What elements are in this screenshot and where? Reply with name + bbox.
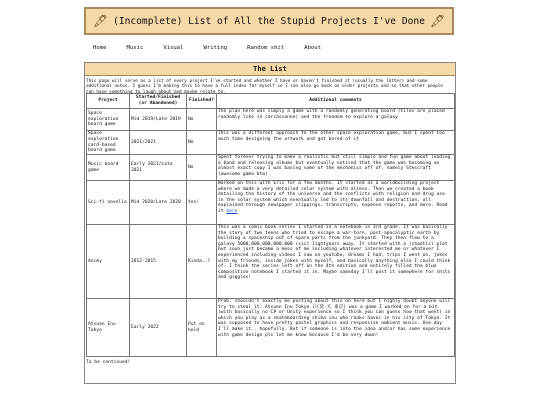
table-row — [87, 131, 455, 155]
cell-project: Animy — [87, 225, 130, 299]
cell-finished: No — [187, 109, 217, 131]
site-header-banner — [84, 7, 454, 35]
comment-text: Worked on this with Eric for a few months. It started as a worldbuilding project where we made a very detailed solar system with aliens. Then we created a book detailing the history of the universe and the conflicts with religion and drug use in the solar system which eventually led to its downfall and destruction, all explained through newspaper clippings, transcripts, expense reports, and more. Read it — [218, 181, 448, 214]
table-header-row — [87, 94, 455, 109]
read-it-link[interactable]: here — [226, 208, 238, 214]
cell-comment — [217, 181, 455, 225]
nav-visual[interactable]: Visual — [163, 45, 184, 51]
panel-title: The List — [85, 63, 455, 76]
nav-writing[interactable]: Writing — [203, 45, 228, 51]
nav-home[interactable]: Home — [93, 45, 107, 51]
cell-dates: Mid 2019/Late 2019 — [130, 109, 187, 131]
table-row — [87, 299, 455, 357]
cell-finished: Kinda..? — [187, 225, 217, 299]
cell-dates: Early 2022 — [130, 299, 187, 357]
cell-project: Sci-fi novella — [87, 181, 130, 225]
cell-finished: No — [187, 131, 217, 155]
nav-bar — [93, 45, 341, 57]
site-title: (Incomplete) List of All the Stupid Projects I've Done — [113, 15, 425, 27]
cell-comment: Spent forever trying to make a realistic but still simple and fun game about leading a band and releasing albums but eventually noticed that the game was becoming an almost exact copy I was basing some of the mechanics off of, namely Stescraft (awesome game btw) — [217, 155, 455, 181]
col-finished: Finished? — [187, 94, 217, 109]
intro-text: This page will serve as a list of every project I've started and whether I have or haven't finished it (usually the latter) and some additional notes. I guess I'm making this to have a full index for myself so I can also go back on older projects and so that other people can have something to laugh about and maybe relate to. — [86, 79, 443, 95]
col-dates: Started/Finished (or Abandoned) — [130, 94, 187, 109]
col-comments: Additional comments — [217, 94, 455, 109]
cell-dates: 2021/2021 — [130, 131, 187, 155]
cell-project: Space exploration card-based board game — [87, 131, 130, 155]
projects-table — [86, 93, 455, 357]
nav-random[interactable]: Random shit — [247, 45, 285, 51]
cell-dates: Early 2021/Late 2021 — [130, 155, 187, 181]
cell-finished: No — [187, 155, 217, 181]
cell-comment: Prob: shouldn't exactly be posting about this on here but I highly doubt anyone will try to steal it. Atsuen Inu Tokyo (圧延 犬 東京) was a game I worked on for a bit (with basically no C# or Unity experience so I think you can guess how that went) in which you play as a skateboarding shiba inu who raaks havoc in his city of Tokyo. It was supposed to have pretty pastel graphics and responsive ambient music. One day I'll make it.. hopefully. But if someone is into the idea and/or has some experience with game design pls let me know because I'd be very down! — [217, 299, 455, 357]
table-row — [87, 225, 455, 299]
cell-finished: Yes! — [187, 181, 217, 225]
cell-dates: 2012-2015 — [130, 225, 187, 299]
table-row — [87, 109, 455, 131]
table-row — [87, 155, 455, 181]
cell-comment: This was a different approach to the other space exploration game, but I spent too much time designing the artwork and got bored of it — [217, 131, 455, 155]
cell-comment: The plan here was simply a game with a randomly generating board (tiles are placed randomly like in carcassonne) and the freedom to explore a galaxy — [217, 109, 455, 131]
cell-comment: This was a comic book series I started in a notebook in 3rd grade. It was basically the story of two teens who tried to escape a war-torn, post-apocalyptic earth by building a spaceship out of spare parts from the junkyard. They then flew to a galaxy 5000,000,000,000,000 (sic) lightyears away. It started with a (chaotic) plot but soon just became a mess of me including whatever interested me or whatever I experienced including videos I saw on youtube, dreams I had, trips I went on, jokes with my friends, inside jokes with myself, and basically anything else I could think of. I think the series left off on the 4th edition and entirely filled the blue composition notebook I started it in. Maybe someday I'll post it somewhere for shits and giggles! — [217, 225, 455, 299]
col-project: Project — [87, 94, 130, 109]
pen-icon: 🖋 — [92, 14, 109, 28]
cell-finished: Put on hold — [187, 299, 217, 357]
to-be-continued: To be continued! — [86, 360, 131, 365]
cell-dates: Mid 2020/Late 2020 — [130, 181, 187, 225]
list-panel — [84, 62, 456, 384]
cell-project: Space exploration board game — [87, 109, 130, 131]
table-row — [87, 181, 455, 225]
cell-project: Music board game — [87, 155, 130, 181]
nav-music[interactable]: Music — [126, 45, 144, 51]
pen-icon: 🖋 — [429, 14, 446, 28]
cell-project: Atsuen Inu Tokyo — [87, 299, 130, 357]
nav-about[interactable]: About — [304, 45, 322, 51]
